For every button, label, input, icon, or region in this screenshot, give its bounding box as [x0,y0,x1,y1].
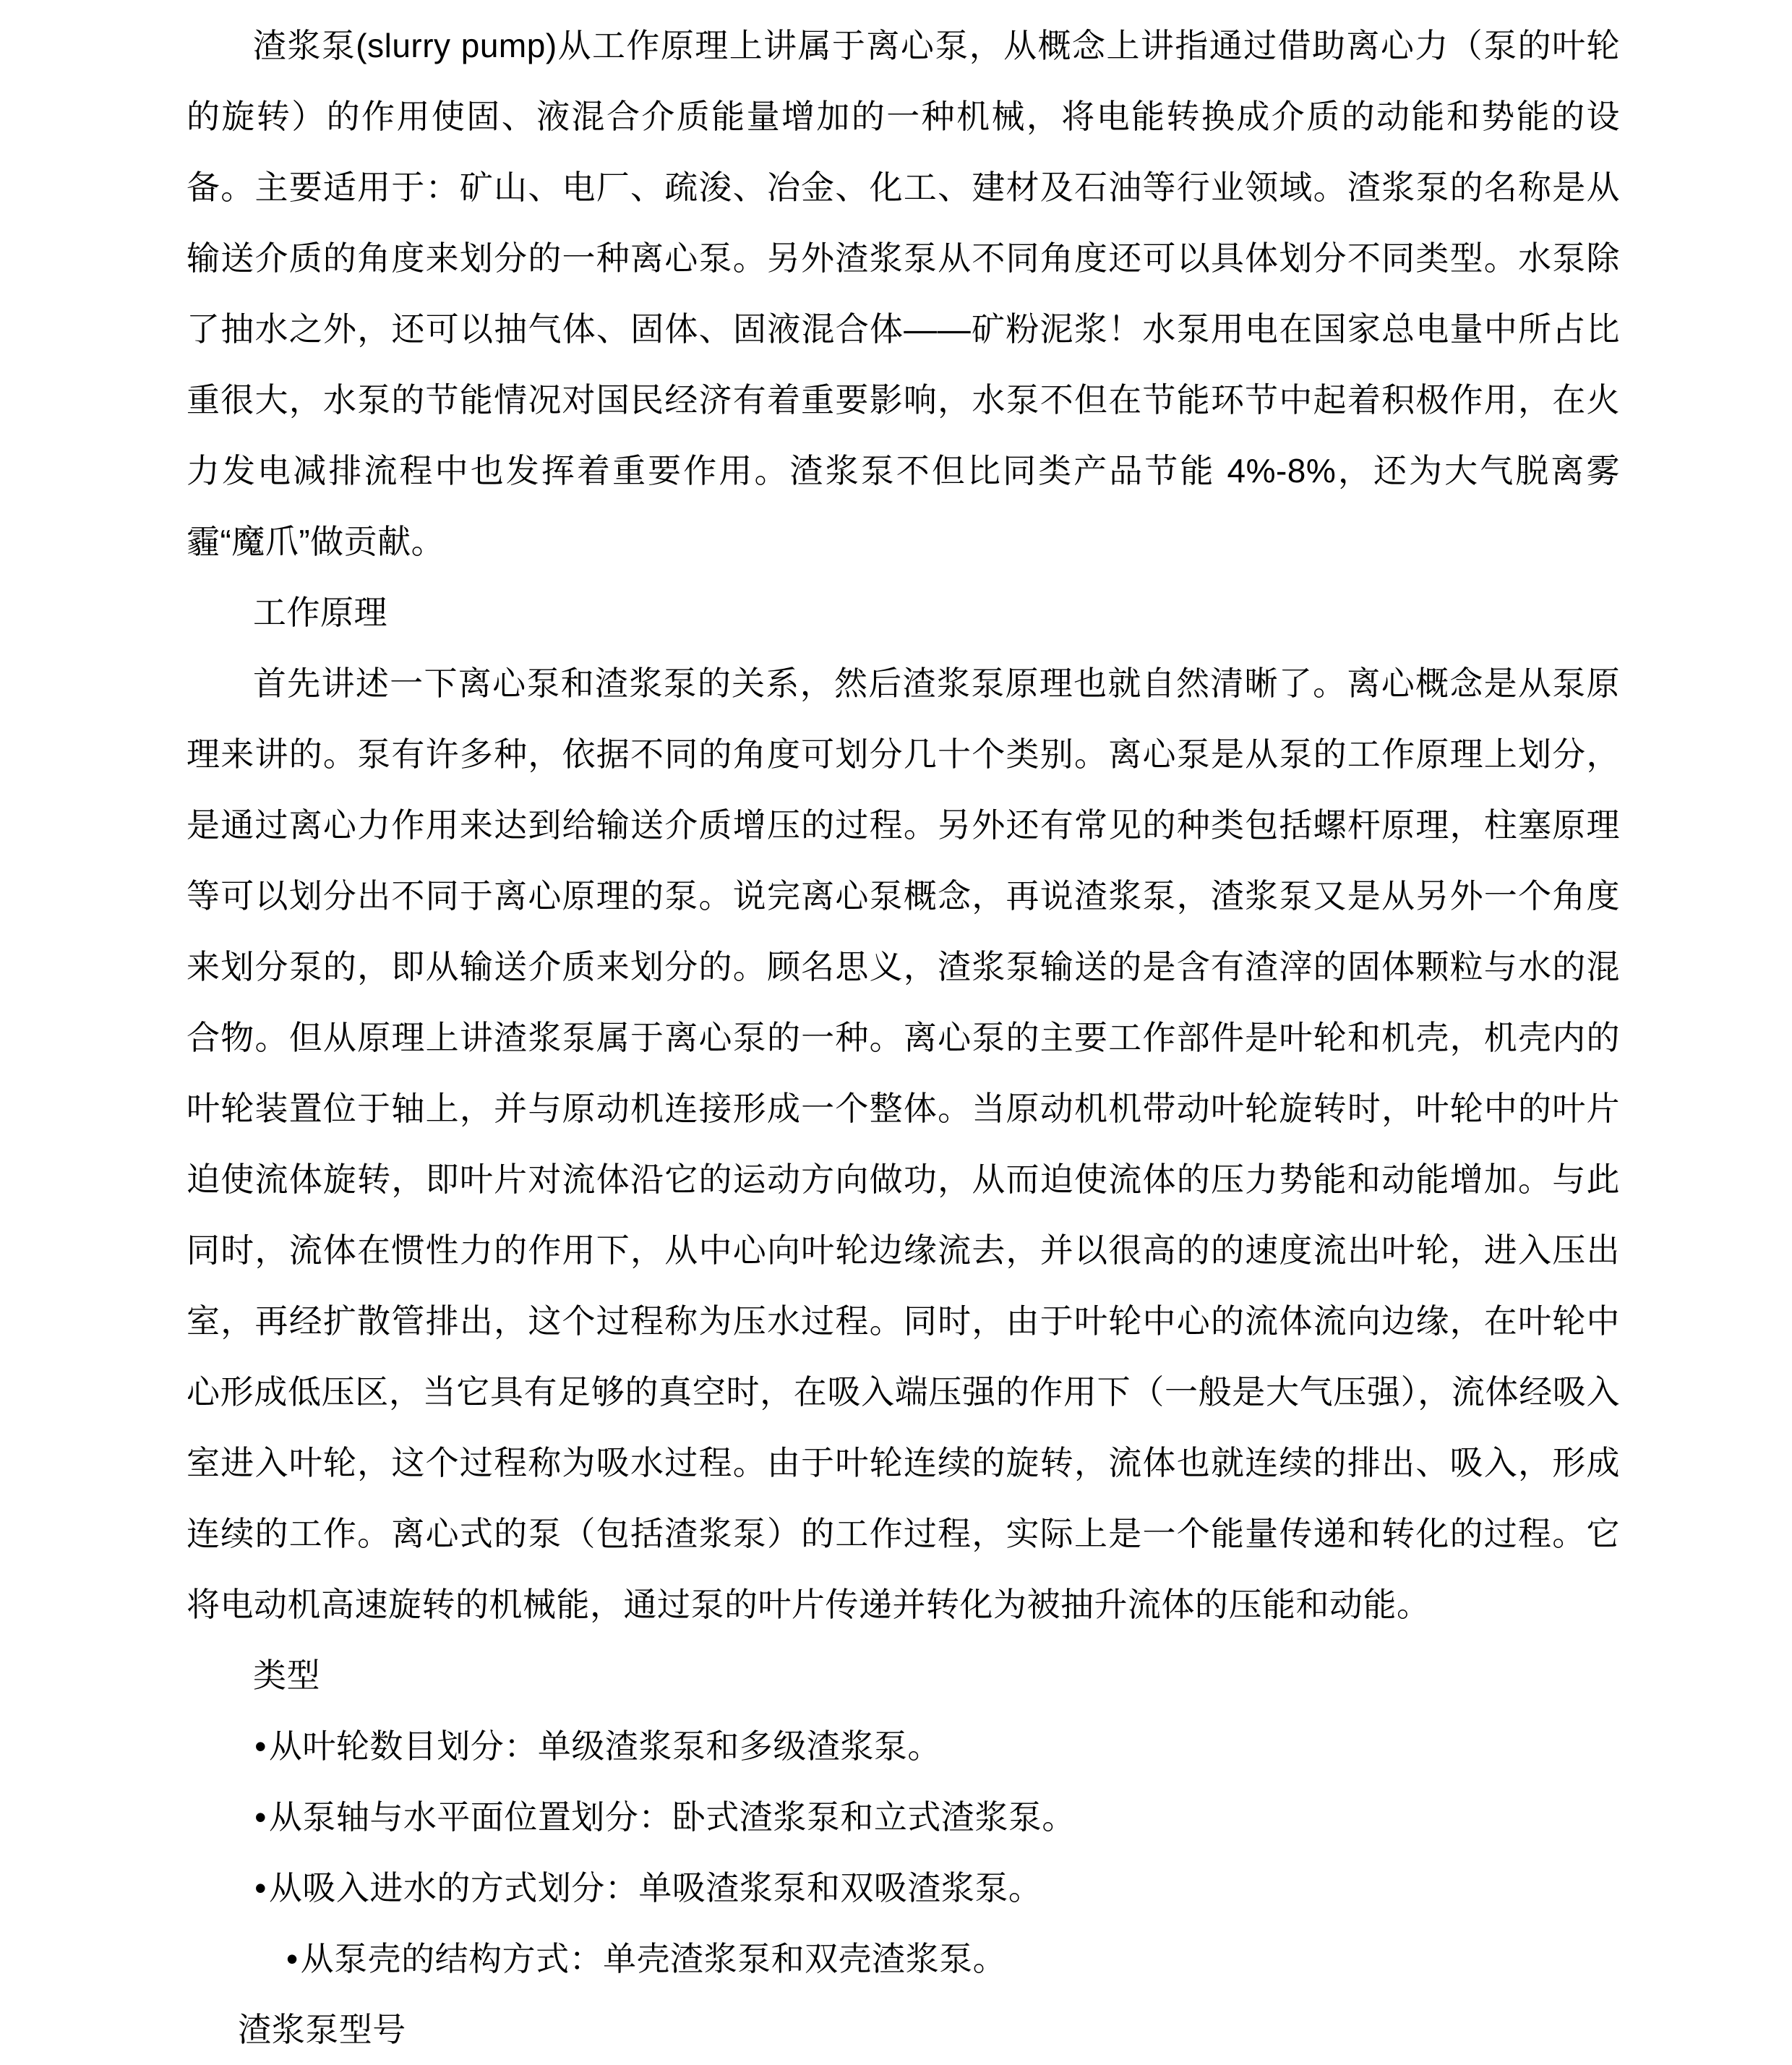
document-content [187,10,1620,2065]
body-paragraph: 渣浆泵(slurry pump)从工作原理上讲属于离心泵，从概念上讲指通过借助离心力（泵的叶轮的旋转）的作用使固、液混合介质能量增加的一种机械，将电能转换成介质的动能和势能的设备。主要适用于：矿山、电厂、疏浚、冶金、化工、建材及石油等行业领域。渣浆泵的名称是从输送介质的角度来划分的一种离心泵。另外渣浆泵从不同角度还可以具体划分不同类型。水泵除了抽水之外，还可以抽气体、固体、固液混合体——矿粉泥浆！水泵用电在国家总电量中所占比重很大，水泵的节能情况对国民经济有着重要影响，水泵不但在节能环节中起着积极作用，在火力发电减排流程中也发挥着重要作用。渣浆泵不但比同类产品节能 4%-8%，还为大气脱离雾霾“魔爪”做贡献。 [187,27,1620,560]
bullet-item [187,1852,1620,1923]
body-paragraph: 首先讲述一下离心泵和渣浆泵的关系，然后渣浆泵原理也就自然清晰了。离心概念是从泵原理来讲的。泵有许多种，依据不同的角度可划分几十个类别。离心泵是从泵的工作原理上划分，是通过离心力作用来达到给输送介质增压的过程。另外还有常见的种类包括螺杆原理，柱塞原理等可以划分出不同于离心原理的泵。说完离心泵概念，再说渣浆泵，渣浆泵又是从另外一个角度来划分泵的，即从输送介质来划分的。顾名思义，渣浆泵输送的是含有渣滓的固体颗粒与水的混合物。但从原理上讲渣浆泵属于离心泵的一种。离心泵的主要工作部件是叶轮和机壳，机壳内的叶轮装置位于轴上，并与原动机连接形成一个整体。当原动机机带动叶轮旋转时，叶轮中的叶片迫使流体旋转，即叶片对流体沿它的运动方向做功，从而迫使流体的压力势能和动能增加。与此同时，流体在惯性力的作用下，从中心向叶轮边缘流去，并以很高的的速度流出叶轮，进入压出室，再经扩散管排出，这个过程称为压水过程。同时，由于叶轮中心的流体流向边缘，在叶轮中心形成低压区，当它具有足够的真空时，在吸入端压强的作用下（一般是大气压强），流体经吸入室进入叶轮，这个过程称为吸水过程。由于叶轮连续的旋转，流体也就连续的排出、吸入，形成连续的工作。离心式的泵（包括渣浆泵）的工作过程，实际上是一个能量传递和转化的过程。它将电动机高速旋转的机械能，通过泵的叶片传递并转化为被抽升流体的压能和动能。 [187,664,1620,1623]
bullet-icon: • [254,1798,267,1836]
section-heading: 渣浆泵型号 [238,2011,406,2048]
bullet-text: 从叶轮数目划分：单级渣浆泵和多级渣浆泵。 [268,1727,941,1765]
bullet-icon: • [254,1869,267,1907]
bullet-icon: • [254,1727,267,1765]
bullet-item [187,1782,1620,1852]
bullet-icon: • [286,1940,299,1978]
bullet-text: 从泵壳的结构方式：单壳渣浆泵和双壳渣浆泵。 [300,1940,1007,1978]
bullet-text: 从泵轴与水平面位置划分：卧式渣浆泵和立式渣浆泵。 [268,1798,1076,1836]
bullet-text: 从吸入进水的方式划分：单吸渣浆泵和双吸渣浆泵。 [268,1869,1042,1907]
section-heading: 工作原理 [253,594,387,631]
bullet-item [187,1923,1620,1994]
section-heading: 类型 [253,1656,320,1694]
bullet-item [187,1711,1620,1782]
